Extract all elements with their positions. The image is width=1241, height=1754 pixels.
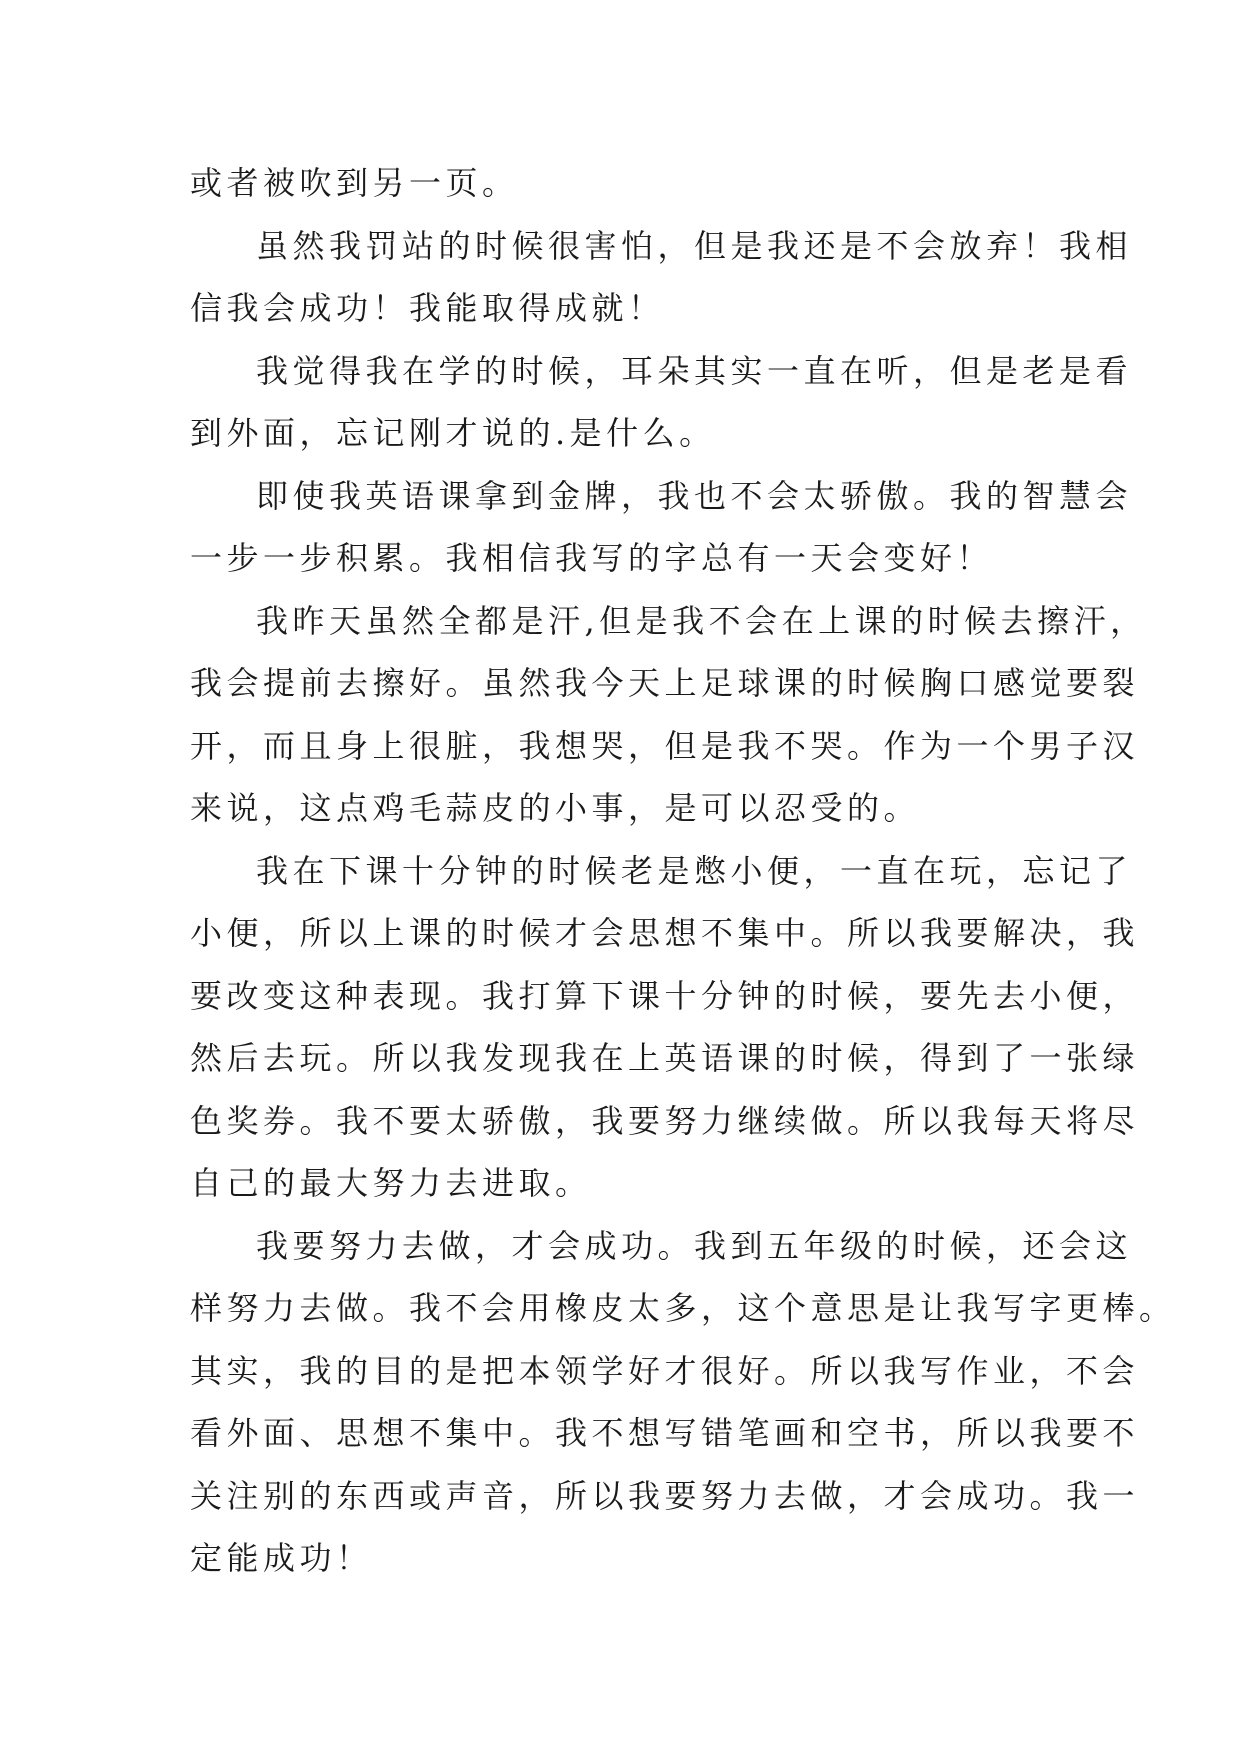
text-line: 虽然我罚站的时候很害怕，但是我还是不会放弃！我相 xyxy=(256,226,1133,265)
text-line: 开，而且身上很脏，我想哭，但是我不哭。作为一个男子汉 xyxy=(190,726,1140,765)
text-line: 来说，这点鸡毛蒜皮的小事，是可以忍受的。 xyxy=(190,789,921,827)
text-line: 我昨天虽然全都是汗,但是我不会在上课的时候去擦汗， xyxy=(256,601,1147,640)
text-line: 看外面、思想不集中。我不想写错笔画和空书，所以我要不 xyxy=(190,1414,1140,1452)
text-line: 我觉得我在学的时候，耳朵其实一直在听，但是老是看 xyxy=(256,351,1133,390)
text-line: 色奖券。我不要太骄傲，我要努力继续做。所以我每天将尽 xyxy=(190,1101,1140,1140)
text-line: 小便，所以上课的时候才会思想不集中。所以我要解决，我 xyxy=(190,914,1140,952)
text-line: 样努力去做。我不会用橡皮太多，这个意思是让我写字更棒。 xyxy=(190,1289,1176,1327)
text-line: 或者被吹到另一页。 xyxy=(190,164,519,202)
text-line: 关注别的东西或声音，所以我要努力去做，才会成功。我一 xyxy=(190,1476,1140,1515)
text-line: 到外面，忘记刚才说的.是什么。 xyxy=(190,414,716,452)
text-line: 其实，我的目的是把本领学好才很好。所以我写作业，不会 xyxy=(190,1351,1140,1390)
text-line: 我在下课十分钟的时候老是憋小便，一直在玩，忘记了 xyxy=(256,851,1133,890)
text-line: 我要努力去做，才会成功。我到五年级的时候，还会这 xyxy=(256,1226,1133,1265)
text-line: 我会提前去擦好。虽然我今天上足球课的时候胸口感觉要裂 xyxy=(190,664,1140,702)
text-line: 自己的最大努力去进取。 xyxy=(190,1164,592,1202)
text-line: 定能成功！ xyxy=(190,1539,373,1577)
document-body xyxy=(190,152,1176,1590)
text-line: 即使我英语课拿到金牌，我也不会太骄傲。我的智慧会 xyxy=(256,476,1133,515)
text-line: 要改变这种表现。我打算下课十分钟的时候，要先去小便， xyxy=(190,976,1140,1015)
text-line: 然后去玩。所以我发现我在上英语课的时候，得到了一张绿 xyxy=(190,1039,1140,1077)
text-line: 信我会成功！我能取得成就！ xyxy=(190,289,665,327)
text-line: 一步一步积累。我相信我写的字总有一天会变好！ xyxy=(190,539,994,577)
